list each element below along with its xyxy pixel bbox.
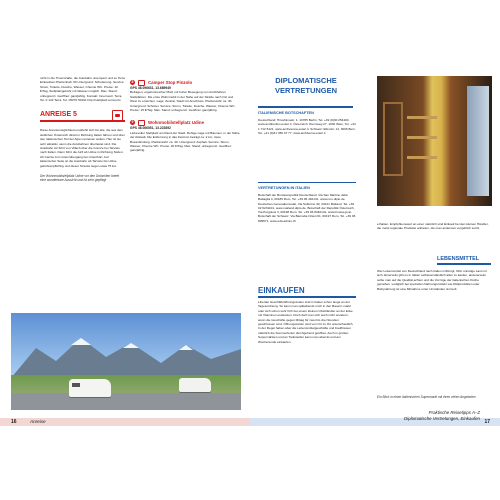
lebensmittel-title: LEBENSMITTEL [437,256,491,265]
poi-title-2: Wohnmobilstellplatz Udine [148,120,205,126]
embassy-text: Deutschland: Hiroshimastr. 1, 10785 Berlin, Tel. +49 (0)30 254400, www.ambberlino.esteri.it. Österreich: Rennweg 27, 1030 Wien, Tel. +43 1 712 5121, www.ambvienna.esteri.it. Schweiz: Elfenstr. 14, 3006 Bern, Tel. +41 (0)31 350 07 77, www.ambberna.esteri.it [258,118,356,135]
divider [258,182,356,183]
embassy-heading: ITALIENISCHE BOTSCHAFTEN [258,111,314,115]
poi-heading-2 [130,119,240,126]
anreise-title: ANREISE 5 [40,111,77,119]
gps-2: GPS 46.066551, 13.222892 [130,126,171,131]
page-number-right: 17 [484,419,490,425]
shelf [407,156,437,159]
running-head-right: Praktische Reisetipps A–Z Diplomatische Vertretungen, Einkaufen [404,410,480,421]
poi-text-2: Liebevoller Stellplatz am Rand der Stadt. Ruhige Lage mit Bäumen, in der Nähe der Altstadt. Die Entfernung in das Zentrum beträgt ca. 2 km. Gute Busanbindung. Platzanzahl: ca. 40. Untergrund: Asphalt. Service: Strom, Wasser, Chemie WC. Preise: 20 €/Tag. Max. Stand: unbegrenzt. Geöffnet: ganzjährig. [130,130,240,153]
poi-heading-1 [130,79,240,86]
poi-number-badge: 9 [131,120,134,125]
einkauf-title: EINKAUFEN [258,286,356,298]
camper-icon [138,120,145,126]
anreise-box [40,110,125,122]
parking-lot [11,393,241,410]
page-number-left: 16 [11,419,17,425]
italy-text: Botschaft der Bundesrepublik Deutschland, Via San Martino della Battaglia 4, 00185 Rom, Tel. +39 06 492131, www.rom.diplo.de. Deutsches Generalkonsulat, Via Solferino 40, 20121 Mailand, Tel. +39 02 6231101, www.mailand.diplo.de. Botschaft der Republik Österreich, Via Pergolesi 3, 00198 Rom, Tel. +39 06 8440141, www.bmeia.gv.at. Botschaft der Schweiz, Via Barnaba Oriani 61, 00197 Rom, Tel. +39 06 809571, www.eda.admin.ch [258,193,356,223]
gps-1: GPS 46.096631, 13.689949 [130,86,171,90]
photo-caption-right: Ein Blick in einen italienischen Supermarkt mit ihren vielen Angeboten [377,395,476,400]
right-text-bottom: Wer Lebensmittel von Deutschland nach Italien mitbringt, führt unnötige Last mit sich. Einerseits gibt es in Italien selbstverständlich alles zu kaufen, andererseits sollte man auf die Qualität achten und die Vorzüge der italienischen Küche genießen. Lediglich bei speziellen Nahrungsmitteln wie Diätprodukten oder Babynahrung ist eine Mitnahme unter Umständen sinnvoll. [377,269,487,291]
right-text-top: erhalten. Empfehlenswert an einer natürlich sind Einkauf bei den kleinen Händler, die meist regionale Produkte anbieten, die man anderswo vergeblich sucht. [377,222,489,231]
anreise-text: Diese Anreisemöglichkeit empfiehlt sich für alle, die aus dem südlichen Österreich direkt in Richtung Italien fahren und über den italienischen Teil der Alpen anreisen wollen. Hier ist sie sehr attraktiv, wenn die Autobahnen überlastet sind. Die Autobahn A2 führt von Villach über die Grenze bei Tarvisio nach Italien. Dann führt die A23 ab Udine in Richtung Süden. Ab Carnia zum Grenzübergang bei Unterthörl. Auf italienischer Seite ist die Autobahn ab Tarvisio bis Udine gebührenpflichtig. Auf dieser Strecke liegen etwa 75 km. [40,128,125,168]
camper-photo [11,313,241,410]
title-rule [258,106,353,108]
running-head-left: Anreise [30,419,46,424]
car-icon [112,110,123,121]
camper-icon [138,80,145,86]
italy-heading: VERTRETUNGEN IN ITALIEN [258,186,310,190]
intro-text: nicht in die Timerstraße, die Autobahn unterquert und so Terra Einkaufsen Platzenhalt: 60 Untergrund: Schotterung. Service: Strom, Toilette, Dusche, Wasser, Chemie WC. Preise: 10 €/Tag, Stellplatzgebühr mit Wasser möglich. Max. Stand: unbegrenzt. Geöffnet: ganzjährig. Kontakt: Innernestr. Terra, Tel. 0 132 Terra, Tel. 05270 50161 http://stellplatz-terra.info [40,76,125,103]
display-cabinet [383,102,403,176]
poi-title-1: Camper Stop Pinzolo [148,80,193,85]
section-title: DIPLOMATISCHE VERTRETUNGEN [274,76,338,95]
mountains-graphic [11,333,241,378]
shop-photo [377,76,492,206]
einkauf-text: Liberale Geschäftsöffnungszeiten sind in Italien schon lange an der Tagesordnung. So kann man spätabends noch in den Bauern-markt oder sich schon sehr früh bei einem kleinen Obsthändler an der Ecke mit Vitaminen eindecken. Doch darf man sich auch nicht wundern, wenn die Geschäfte gegen Mittag für zwei bis drei Stunden geschlossen sind. Öffnungszeiten sind von Ort zu Ort unterschiedlich. In der Regel haben aber die Lebensmittelgeschäfte und Kaufhäuser natürlich die Sommerferien durchgehend geöffnet. Auch in großen Supermärkten und an Tankstellen kann man abends und am Wochenende einkaufen. [258,300,354,344]
motorhome-1 [69,379,111,397]
poi-text-1: Befragen, ergebnisreicher Platz mit hoher Bewegung von durchfahren Stellplätzen. Die erste Wohnmobil in der Nähe auf der Straße nach Ost und West zu erreichen. Lage: Zentral, Stadt mit Anschluss. Platzanzahl: ca. 30. Untergrund: Schotter. Service: Strom, Toilette, Dusche, Wasser, Chemie WC. Preise: 15 €/Tag. Max. Stand: unbegrenzt. Geöffnet: ganzjährig. [130,90,236,113]
poi-number-badge: 8 [131,80,134,84]
embassy-block [258,110,356,135]
shelf [407,116,437,119]
left-column-1 [40,76,125,186]
motorhome-2 [179,378,211,392]
photo-caption-left: Der Wohnmobilstellplatz Udine vor den Dolomiten bietet eine wunderbare Aussicht und ist sehr gepflegt [40,174,120,183]
left-column-2 [130,76,240,153]
italy-block [258,180,356,223]
fridge [467,86,489,196]
shelf [407,136,437,139]
